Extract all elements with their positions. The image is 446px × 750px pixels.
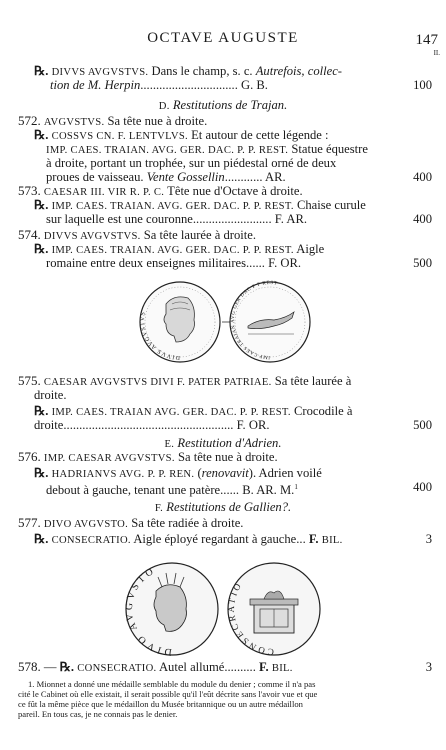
- section-heading: D. Restitutions de Trajan.: [158, 98, 288, 112]
- coin-obverse: [124, 563, 218, 657]
- coin-obverse: [140, 282, 220, 362]
- page-signature: II.: [433, 49, 440, 57]
- footnote-line: pareil. En tous cas, je ne connais pas le denier.: [18, 709, 178, 719]
- text-line: tion de M. Herpin............................... G. B. 100: [50, 78, 432, 92]
- text-line: à droite, portant un trophée, sur un piédestal orné de deux: [46, 156, 337, 170]
- text-line: 575. CAESAR AVGVSTVS DIVI F. PATER PATRIAE. Sa tête laurée à: [18, 373, 352, 388]
- text-line: ℞. COSSVS CN. F. LENTVLVS. Et autour de cette légende :: [34, 128, 329, 142]
- text-line: 572. AVGVSTVS. Sa tête nue à droite.: [18, 113, 208, 128]
- section-heading: E. Restitution d'Adrien.: [164, 436, 282, 450]
- section-heading: F. Restitutions de Gallien?.: [154, 500, 292, 514]
- text-line: 574. DIVVS AVGVSTVS. Sa tête laurée à droite.: [18, 227, 257, 242]
- text-line: 578. — ℞. CONSECRATIO. Autel allumé.......... F. BIL. 3: [18, 659, 432, 674]
- text-line: 576. IMP. CAESAR AVGVSTVS. Sa tête nue à droite.: [18, 449, 278, 464]
- text-line: romaine entre deux enseignes militaires...... F. OR. 500: [46, 256, 432, 270]
- text-line: debout à gauche, tenant une patère...... B. AR. M.$^1$ 400: [46, 480, 432, 498]
- text-line: 573. CAESAR III. VIR R. P. C. Tête nue d'Octave à droite.: [18, 183, 303, 198]
- coin-illustration-gallien: [124, 557, 324, 660]
- text-line: ℞. IMP. CAES. TRAIAN. AVG. GER. DAC. P. P. REST. Chaise curule: [34, 198, 366, 212]
- page-title: OCTAVE AUGUSTE: [147, 30, 299, 46]
- text-line: ℞. IMP. CAES. TRAIAN AVG. GER. DAC. P. P. REST. Crocodile à: [34, 404, 353, 418]
- coin-legend: CONSECRATIO: [226, 579, 275, 658]
- footnote-line: cité le Cabinet où elle existait, il serait possible qu'il l'eût décrite sans l'avoir vue et que: [18, 689, 318, 699]
- footnote-line: ce fût la même pièce que le médaillon du Musée britannique ou un autre médaillon: [18, 699, 303, 709]
- text-line: proues de vaisseau. Vente Gossellin............ AR. 400: [46, 170, 432, 184]
- text-line: ℞. HADRIANVS AVG. P. P. REN. (renovavit). Adrien voilé: [34, 466, 322, 480]
- coin-legend: DIVO AVGVSTO: [124, 564, 173, 658]
- text-line: sur laquelle est une couronne......................... F. AR. 400: [46, 212, 432, 226]
- text-line: ℞. IMP. CAES. TRAIAN. AVG. GER. DAC. P. P. REST. Aigle: [34, 242, 325, 256]
- text-line: IMP. CAES. TRAIAN. AVG. GER. DAC. P. P. REST. Statue équestre: [46, 142, 368, 156]
- text-line: droite...................................................... F. OR. 500: [34, 418, 432, 432]
- page-number: 147: [415, 32, 438, 48]
- coin-reverse: [230, 281, 310, 362]
- footnote-line: 1. Mionnet a donné une médaille semblable du module du denier ; comme il n'a pas: [28, 679, 316, 689]
- coin-illustration-trajan: [136, 276, 316, 368]
- text-line: 577. DIVO AVGVSTO. Sa tête radiée à droite.: [18, 515, 244, 530]
- coin-legend: IMP CAES TRAIAN AVG GER DAC P P REST: [231, 280, 278, 360]
- text-line: ℞. CONSECRATIO. Aigle éployé regardant à gauche... F. BIL. 3: [34, 532, 432, 546]
- text-line: ℞. DIVVS AVGVSTVS. Dans le champ, s. c. Autrefois, collec-: [34, 64, 342, 78]
- text-line: droite.: [34, 388, 67, 402]
- coin-reverse: [226, 563, 320, 657]
- page-header: [0, 30, 446, 57]
- coin-legend: DIVVS AVGVSTVS: [139, 310, 181, 361]
